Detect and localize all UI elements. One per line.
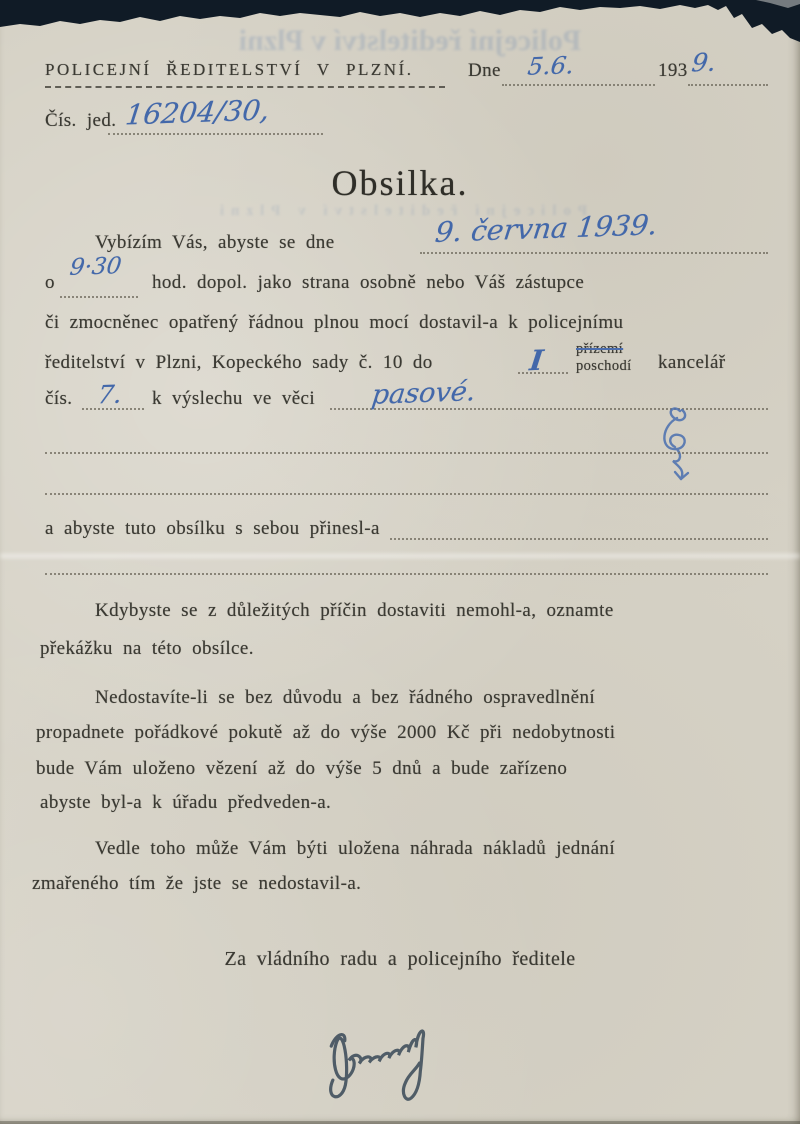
- ref-fill-line: [108, 133, 323, 135]
- warning-line-2: překážku na této obsílce.: [40, 638, 254, 659]
- costs-line-2: zmařeného tím že jste se nedostavil-a.: [32, 873, 362, 894]
- floor-option: poschodí: [576, 358, 632, 375]
- appearance-date-handwritten: 9. června 1939.: [433, 208, 660, 249]
- office-underline: [45, 86, 445, 88]
- penalty-line-3: bude Vám uloženo vězení až do výše 5 dnů a bude zařízeno: [36, 758, 568, 779]
- blank-dotted-line-1: [45, 452, 768, 454]
- floor-options: [576, 341, 632, 375]
- bring-fill-line: [390, 538, 768, 540]
- year-handwritten: 9.: [690, 47, 718, 78]
- floor-fill-line: [518, 372, 568, 374]
- ref-number-handwritten: 16204/30,: [123, 93, 272, 132]
- warning-line-1: Kdybyste se z důležitých příčin dostaviti nemohl-a, oznamte: [95, 600, 614, 621]
- closing-line: Za vládního radu a policejního ředitele: [224, 948, 576, 970]
- time-fill-line: [60, 296, 138, 298]
- document-title: Obsilka.: [331, 163, 469, 203]
- room-number-handwritten: 7.: [96, 379, 124, 410]
- matter-label: k výslechu ve věci: [152, 388, 316, 409]
- costs-line-1: Vedle toho může Vám býti uložena náhrada nákladů jednání: [95, 838, 616, 859]
- official-signature: [300, 990, 480, 1105]
- ghost-bleedthrough-line: Policejní ředitelství v Plzni: [212, 203, 588, 219]
- summons-line-4a: ředitelství v Plzni, Kopeckého sady č. 10 do: [45, 352, 433, 373]
- date-handwritten: 5.6.: [526, 51, 576, 81]
- penalty-line-2: propadnete pořádkové pokutě až do výše 2000 Kč při nedobytnosti: [36, 722, 616, 743]
- date-label: Dne: [468, 60, 501, 81]
- clerk-initials-paraph: [652, 404, 700, 482]
- ghost-bleedthrough-header: Policejní ředitelství v Plzni: [238, 24, 582, 57]
- blank-dotted-line-3: [45, 573, 768, 575]
- blank-dotted-line-2: [45, 493, 768, 495]
- summons-line-4b: kancelář: [658, 352, 726, 373]
- year-fill-line: [688, 84, 768, 86]
- floor-option-struck: přízemí: [576, 341, 624, 357]
- paper-crease: [0, 554, 800, 558]
- year-printed: 193: [658, 60, 688, 81]
- time-handwritten: 9·30: [68, 253, 123, 281]
- penalty-line-4: abyste byl-a k úřadu předveden-a.: [40, 792, 332, 813]
- time-prefix: o: [45, 272, 55, 293]
- date-fill-line: [502, 84, 655, 86]
- summons-line-3: či zmocněnec opatřený řádnou plnou mocí dostavil-a k policejnímu: [45, 312, 624, 333]
- matter-handwritten: pasové.: [369, 376, 478, 411]
- appearance-date-fill-line: [420, 252, 768, 254]
- summons-line-2: hod. dopol. jako strana osobně nebo Váš zástupce: [152, 272, 585, 293]
- bring-summons-line: a abyste tuto obsílku s sebou přinesl-a: [45, 518, 380, 539]
- summons-line-1: Vybízím Vás, abyste se dne: [95, 232, 335, 253]
- office-name: POLICEJNÍ ŘEDITELSTVÍ V PLZNÍ.: [45, 60, 414, 79]
- penalty-line-1: Nedostavíte-li se bez důvodu a bez řádného ospravedlnění: [95, 687, 596, 708]
- room-label: čís.: [45, 388, 73, 409]
- floor-handwritten: I: [527, 343, 546, 378]
- ref-label: Čís. jed.: [45, 110, 117, 131]
